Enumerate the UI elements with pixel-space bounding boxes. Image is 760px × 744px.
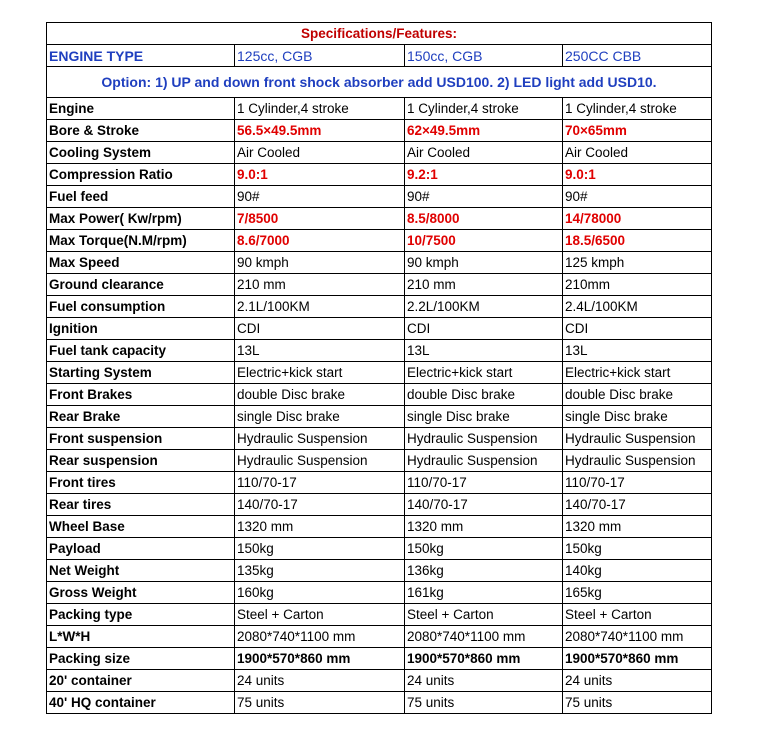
spec-value: 90# [405,186,563,208]
spec-value: 210 mm [405,274,563,296]
spec-value: 1320 mm [405,516,563,538]
spec-label: Cooling System [47,142,235,164]
spec-value: 75 units [563,692,712,714]
spec-value: Hydraulic Suspension [563,450,712,472]
spec-label: Net Weight [47,560,235,582]
spec-value: single Disc brake [563,406,712,428]
spec-value: 10/7500 [405,230,563,252]
spec-row [47,384,712,406]
spec-row [47,340,712,362]
spec-value: Steel + Carton [563,604,712,626]
spec-label: Rear tires [47,494,235,516]
spec-value: 135kg [235,560,405,582]
spec-value: 2080*740*1100 mm [235,626,405,648]
spec-value: 1900*570*860 mm [563,648,712,670]
spec-label: Gross Weight [47,582,235,604]
spec-value: 165kg [563,582,712,604]
spec-value: 24 units [405,670,563,692]
spec-value: 13L [405,340,563,362]
spec-value: CDI [235,318,405,340]
spec-label: Bore & Stroke [47,120,235,142]
spec-value: 75 units [405,692,563,714]
spec-row [47,406,712,428]
spec-row [47,472,712,494]
spec-value: Steel + Carton [235,604,405,626]
spec-value: 140/70-17 [405,494,563,516]
spec-value: 1 Cylinder,4 stroke [405,98,563,120]
spec-value: 13L [563,340,712,362]
spec-value: 1900*570*860 mm [405,648,563,670]
spec-value: 8.6/7000 [235,230,405,252]
spec-row [47,582,712,604]
spec-value: 110/70-17 [405,472,563,494]
spec-value: Air Cooled [405,142,563,164]
spec-value: 24 units [563,670,712,692]
spec-row [47,428,712,450]
spec-value: 8.5/8000 [405,208,563,230]
spec-row [47,538,712,560]
specifications-table [46,22,712,714]
spec-value: double Disc brake [235,384,405,406]
spec-value: single Disc brake [235,406,405,428]
spec-value: 9.2:1 [405,164,563,186]
spec-row [47,450,712,472]
spec-value: 13L [235,340,405,362]
spec-value: 1 Cylinder,4 stroke [563,98,712,120]
spec-row [47,362,712,384]
spec-label: Engine [47,98,235,120]
spec-row [47,516,712,538]
spec-label: Starting System [47,362,235,384]
spec-value: CDI [405,318,563,340]
spec-label: Wheel Base [47,516,235,538]
spec-value: Hydraulic Suspension [235,428,405,450]
spec-row [47,296,712,318]
spec-value: 140/70-17 [563,494,712,516]
spec-value: 210mm [563,274,712,296]
option-note: Option: 1) UP and down front shock absorber add USD100. 2) LED light add USD10. [47,67,712,98]
spec-label: Compression Ratio [47,164,235,186]
spec-value: 125 kmph [563,252,712,274]
specifications-table-body [47,23,712,714]
spec-label: Rear suspension [47,450,235,472]
spec-row [47,560,712,582]
spec-value: Air Cooled [235,142,405,164]
spec-value: Hydraulic Suspension [235,450,405,472]
spec-label: Packing size [47,648,235,670]
spec-value: 150kg [235,538,405,560]
spec-value: 1 Cylinder,4 stroke [235,98,405,120]
spec-value: Hydraulic Suspension [405,450,563,472]
spec-label: L*W*H [47,626,235,648]
spec-value: double Disc brake [405,384,563,406]
spec-value: Air Cooled [563,142,712,164]
spec-value: 140kg [563,560,712,582]
spec-value: 150kg [563,538,712,560]
spec-label: Ignition [47,318,235,340]
spec-row [47,120,712,142]
spec-value: Hydraulic Suspension [563,428,712,450]
spec-value: double Disc brake [563,384,712,406]
spec-label: Max Power( Kw/rpm) [47,208,235,230]
spec-row [47,142,712,164]
spec-label: Rear Brake [47,406,235,428]
table-title: Specifications/Features: [47,23,712,45]
spec-row [47,186,712,208]
spec-value: 9.0:1 [235,164,405,186]
spec-label: Payload [47,538,235,560]
spec-value: single Disc brake [405,406,563,428]
spec-label: Packing type [47,604,235,626]
spec-value: 90# [235,186,405,208]
spec-value: 150kg [405,538,563,560]
spec-row [47,626,712,648]
spec-value: Steel + Carton [405,604,563,626]
spec-value: 1320 mm [563,516,712,538]
spec-value: Electric+kick start [235,362,405,384]
spec-value: 62×49.5mm [405,120,563,142]
spec-value: 75 units [235,692,405,714]
spec-value: 161kg [405,582,563,604]
spec-row [47,164,712,186]
spec-value: 18.5/6500 [563,230,712,252]
spec-value: 2.1L/100KM [235,296,405,318]
spec-label: Fuel feed [47,186,235,208]
spec-value: 110/70-17 [563,472,712,494]
model-125cc: 125cc, CGB [235,45,405,67]
spec-label: Fuel tank capacity [47,340,235,362]
spec-value: CDI [563,318,712,340]
spec-label: Front suspension [47,428,235,450]
spec-value: 56.5×49.5mm [235,120,405,142]
spec-row [47,670,712,692]
spec-value: 7/8500 [235,208,405,230]
option-row [47,67,712,98]
spec-value: 14/78000 [563,208,712,230]
engine-type-row [47,45,712,67]
spec-value: Electric+kick start [405,362,563,384]
spec-row [47,318,712,340]
title-row [47,23,712,45]
spec-row [47,230,712,252]
spec-value: 1900*570*860 mm [235,648,405,670]
spec-value: 90 kmph [235,252,405,274]
spec-value: 90 kmph [405,252,563,274]
model-250cc: 250CC CBB [563,45,712,67]
spec-row [47,98,712,120]
spec-value: Electric+kick start [563,362,712,384]
spec-value: 110/70-17 [235,472,405,494]
spec-value: 2.2L/100KM [405,296,563,318]
spec-label: 20' container [47,670,235,692]
spec-row [47,252,712,274]
spec-row [47,208,712,230]
spec-value: 9.0:1 [563,164,712,186]
spec-value: 160kg [235,582,405,604]
spec-label: Max Speed [47,252,235,274]
spec-row [47,494,712,516]
spec-label: Front tires [47,472,235,494]
spec-row [47,692,712,714]
spec-row [47,604,712,626]
spec-value: 140/70-17 [235,494,405,516]
spec-value: 210 mm [235,274,405,296]
spec-value: 2080*740*1100 mm [563,626,712,648]
spec-value: 1320 mm [235,516,405,538]
model-150cc: 150cc, CGB [405,45,563,67]
engine-type-label: ENGINE TYPE [47,45,235,67]
spec-value: Hydraulic Suspension [405,428,563,450]
spec-label: Max Torque(N.M/rpm) [47,230,235,252]
spec-row [47,274,712,296]
spec-value: 2.4L/100KM [563,296,712,318]
spec-label: 40' HQ container [47,692,235,714]
spec-value: 24 units [235,670,405,692]
spec-value: 70×65mm [563,120,712,142]
spec-value: 90# [563,186,712,208]
spec-value: 2080*740*1100 mm [405,626,563,648]
spec-label: Fuel consumption [47,296,235,318]
spec-label: Ground clearance [47,274,235,296]
spec-label: Front Brakes [47,384,235,406]
spec-row [47,648,712,670]
spec-value: 136kg [405,560,563,582]
